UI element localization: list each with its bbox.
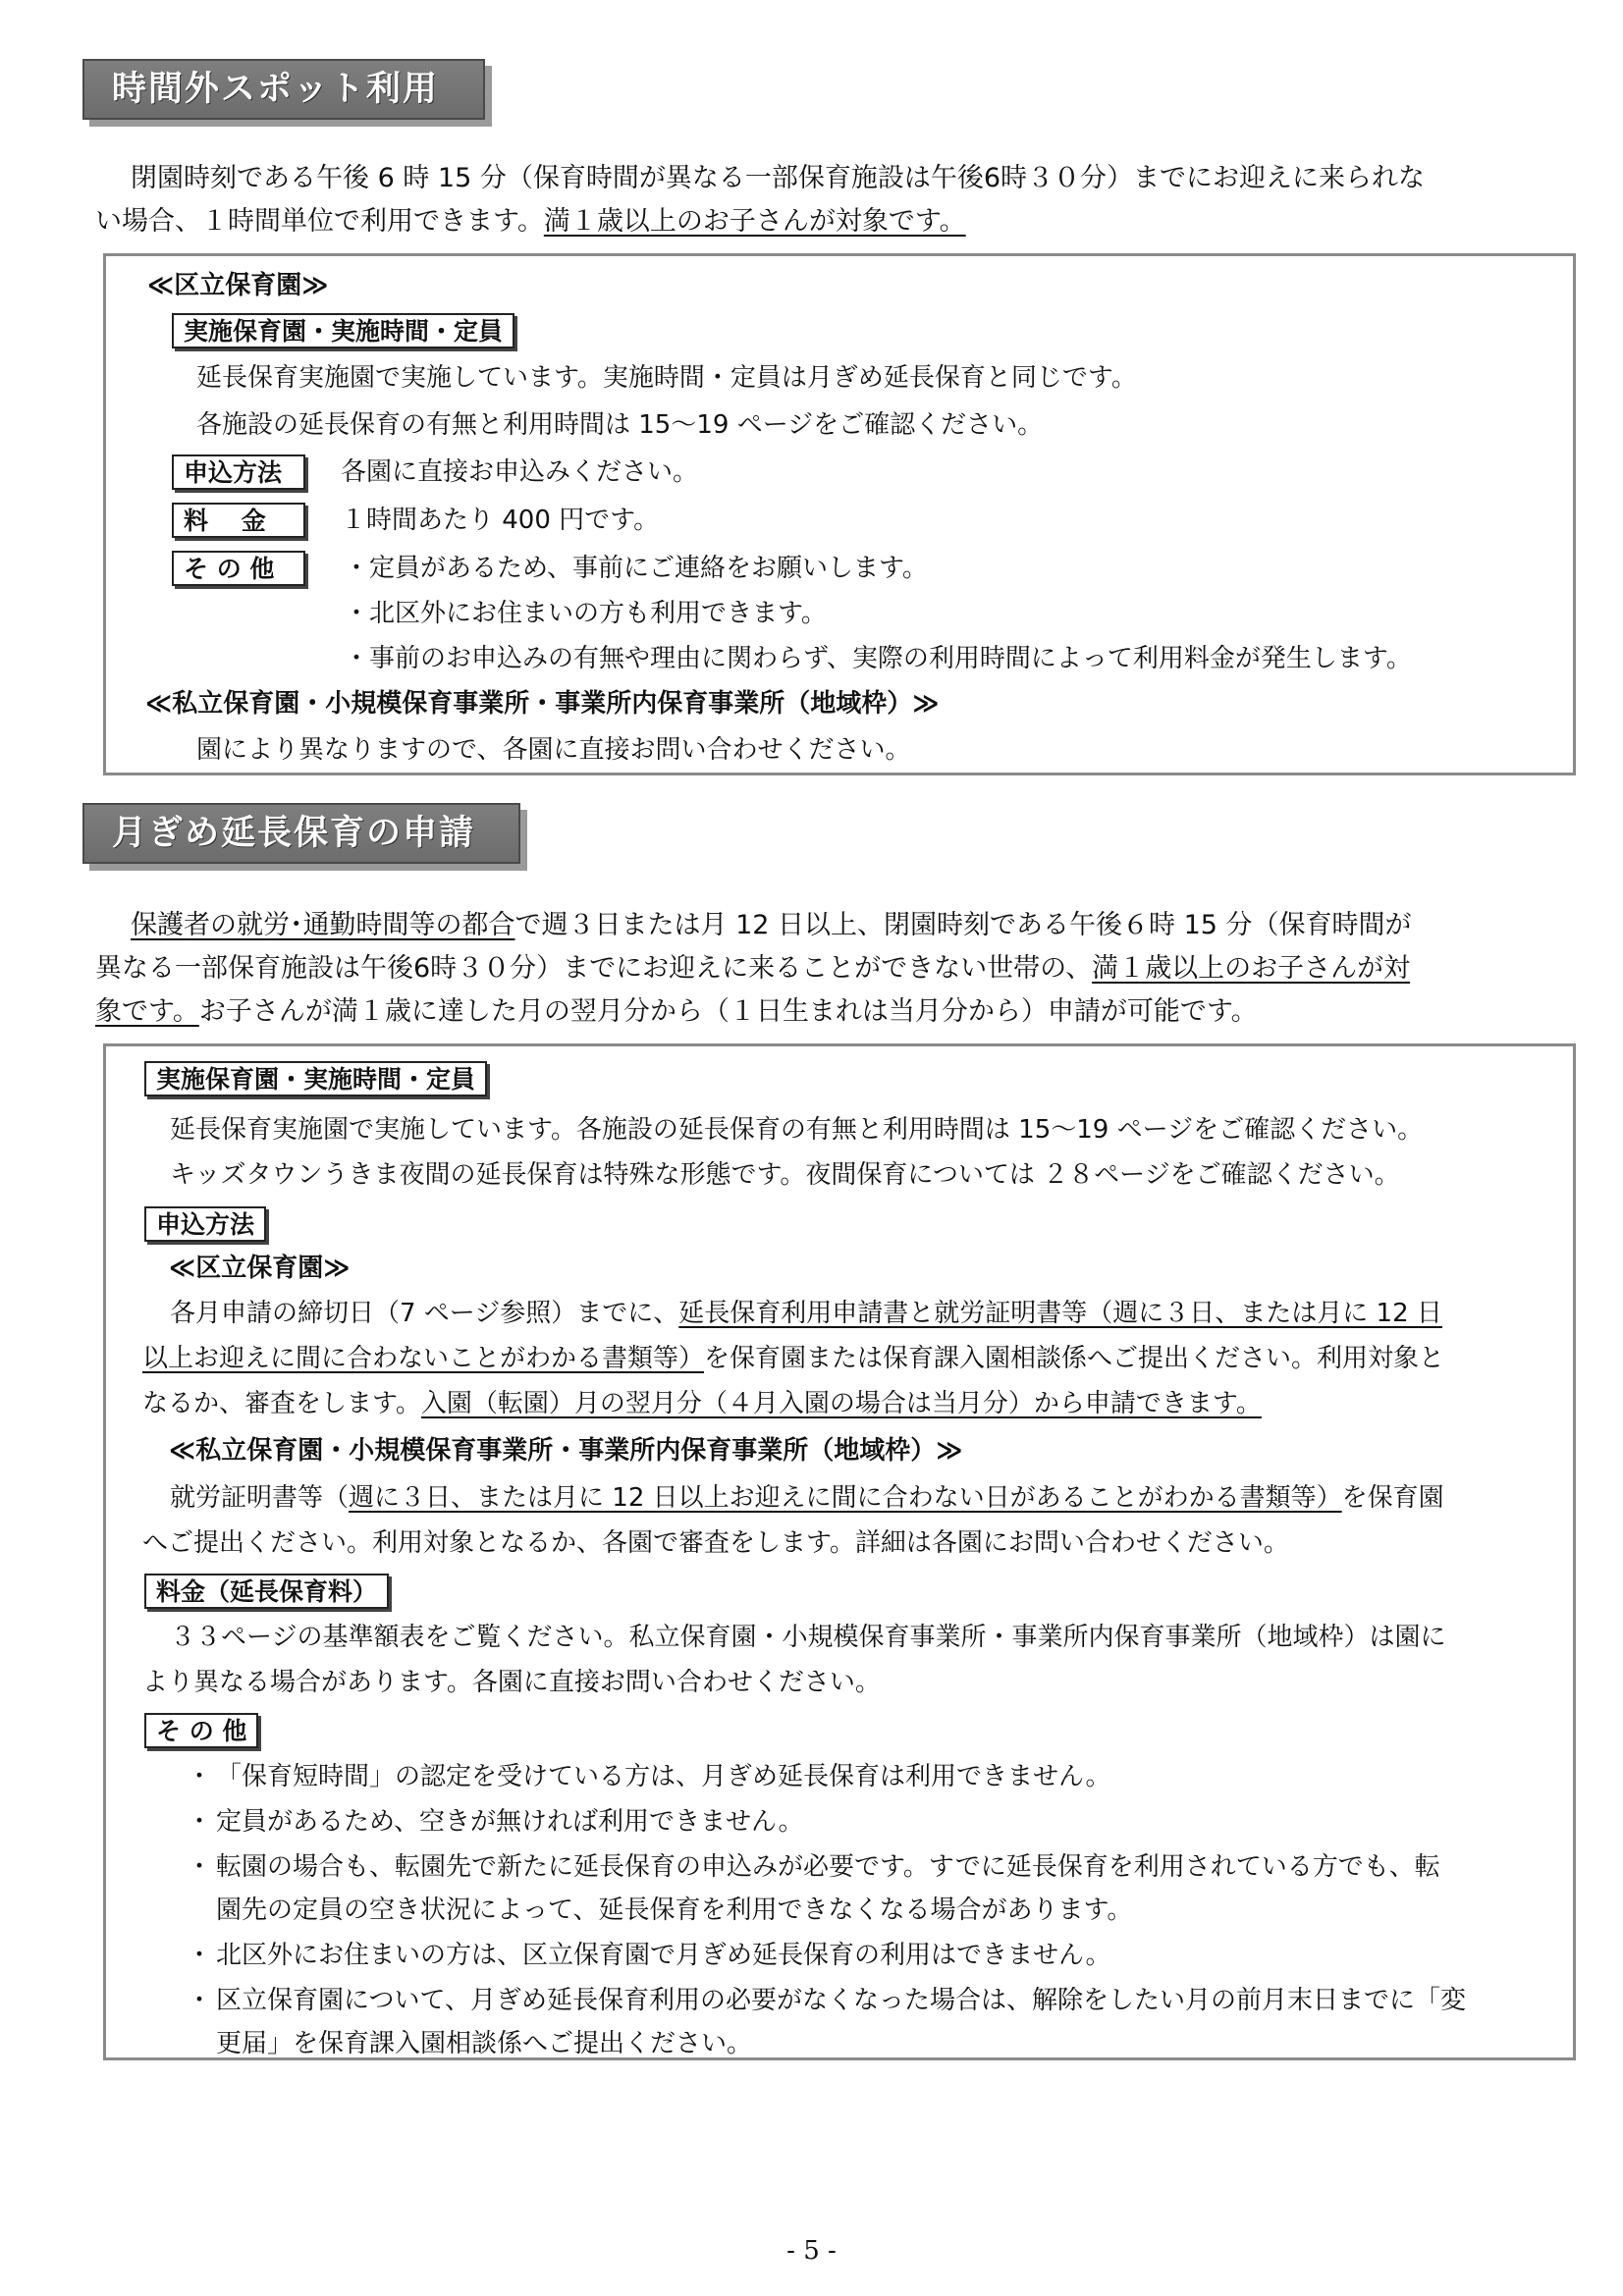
section-heading-monthly-extension: 月ぎめ延長保育の申請 [82,803,520,864]
intro-line [95,904,1568,947]
private-nursery-heading: ≪私立保育園・小規模保育事業所・事業所内保育事業所（地域枠）≫ [169,1436,963,1466]
application-start-note: 入園（転園）月の翌月分（４月入園の場合は当月分）から申請できます。 [420,1389,1262,1418]
fee-text: ３３ページの基準額表をご覧ください。私立保育園・小規模保育事業所・事業所内保育事業所（地域枠）は園に [170,1623,1446,1652]
other-note: ・北区外にお住まいの方も利用できます。 [344,599,827,628]
facility-text: 延長保育実施園で実施しています。実施時間・定員は月ぎめ延長保育と同じです。 [196,363,1137,393]
ward-nursery-heading: ≪区立保育園≫ [169,1254,351,1283]
private-nursery-heading: ≪私立保育園・小規模保育事業所・事業所内保育事業所（地域枠）≫ [145,689,940,719]
facility-text: 延長保育実施園で実施しています。各施設の延長保育の有無と利用時間は 15～19 ページをご確認ください。 [170,1115,1424,1145]
private-application-text [170,1478,1444,1518]
eligibility-note: 満１歳以上のお子さんが対象です。 [543,206,966,237]
other-note: 「保育短時間」の認定を受けている方は、月ぎめ延長保育は利用できません。 [216,1762,1111,1791]
section2-intro [95,904,1568,1034]
intro-text: で週３日または月 12 日以上、閉園時刻である午後６時 15 分（保育時間が [514,910,1412,940]
facility-text: 各施設の延長保育の有無と利用時間は 15～19 ページをご確認ください。 [196,410,1044,440]
other-note: ・定員があるため、事前にご連絡をお願いします。 [344,554,928,583]
other-note: 転園の場合も、転園先で新たに延長保育の申込みが必要です。すでに延長保育を利用されている方でも、転 [216,1852,1440,1882]
label-other: そ の 他 [172,551,305,586]
other-note: 更届」を保育課入園相談係へご提出ください。 [216,2029,753,2058]
private-application-text: へご提出ください。利用対象となるか、各園で審査をします。詳細は各園にお問い合わせください。 [142,1528,1289,1558]
bullet-icon: ・ [187,1762,213,1791]
eligibility-note: 象です。 [95,996,199,1027]
label-extension-fee: 料金（延長保育料） [144,1574,389,1609]
text-span: を保育園または保育課入園相談係へご提出ください。利用対象と [704,1344,1445,1373]
eligibility-note: 満１歳以上のお子さんが対 [1092,953,1411,984]
section-heading-spot-use: 時間外スポット利用 [82,59,485,120]
intro-line [95,200,1568,243]
ward-nursery-heading: ≪区立保育園≫ [147,271,329,300]
intro-text: い場合、１時間単位で利用できます。 [95,206,544,237]
fee-text: １時間あたり 400 円です。 [341,506,660,535]
facility-text: キッズタウンうきま夜間の延長保育は特殊な形態です。夜間保育については ２８ページをご確認ください。 [170,1160,1400,1190]
required-documents-note: 延長保育利用申請書と就労証明書等（週に３日、または月に 12 日 [678,1299,1442,1328]
text-span: 就労証明書等（ [170,1483,350,1513]
bullet-icon: ・ [187,1986,213,2015]
other-note: ・事前のお申込みの有無や理由に関わらず、実際の利用時間によって利用料金が発生します。 [344,644,1412,673]
label-other: そ の 他 [144,1713,258,1748]
label-facility-hours-capacity: 実施保育園・実施時間・定員 [144,1061,487,1096]
other-note: 定員があるため、空きが無ければ利用できません。 [216,1807,804,1837]
text-span: 各月申請の締切日（7 ページ参照）までに、 [170,1299,679,1328]
intro-text: 異なる一部保育施設は午後6時３０分）までにお迎えに来ることができない世帯の、 [95,953,1093,984]
label-fee: 料 金 [172,503,305,538]
ward-application-text [142,1339,1444,1378]
other-note: 園先の定員の空き状況によって、延長保育を利用できなくなる場合があります。 [216,1896,1133,1925]
other-note: 北区外にお住まいの方は、区立保育園で月ぎめ延長保育の利用はできません。 [216,1941,1111,1970]
fee-text: より異なる場合があります。各園に直接お問い合わせください。 [142,1668,881,1697]
required-documents-note: 週に３日、または月に 12 日以上お迎えに間に合わない日があることがわかる書類等） [349,1483,1342,1513]
intro-line [95,947,1568,990]
label-application-method: 申込方法 [144,1206,266,1242]
private-nursery-text: 園により異なりますので、各園に直接お問い合わせください。 [196,735,911,765]
text-span: なるか、審査をします。 [142,1389,421,1418]
bullet-icon: ・ [187,1941,213,1970]
bullet-icon: ・ [187,1807,213,1837]
required-documents-note: 以上お迎えに間に合わないことがわかる書類等） [142,1344,705,1373]
ward-application-text [142,1384,1262,1423]
section1-intro [95,157,1568,243]
text-span: を保育園 [1341,1483,1444,1513]
intro-line: 閉園時刻である午後 6 時 15 分（保育時間が異なる一部保育施設は午後6時３０分）までにお迎えに来られな [131,163,1426,193]
page-number: - 5 - [786,2236,837,2266]
other-note: 区立保育園について、月ぎめ延長保育利用の必要がなくなった場合は、解除をしたい月の前月末日までに「変 [216,1986,1466,2015]
ward-application-text [170,1294,1442,1333]
work-commute-note: 保護者の就労･通勤時間等の都合 [131,910,515,940]
intro-text: お子さんが満１歳に達した月の翌月分から（１日生まれは当月分から）申請が可能です。 [198,996,1258,1027]
bullet-icon: ・ [187,1852,213,1882]
label-facility-hours-capacity: 実施保育園・実施時間・定員 [172,313,514,348]
intro-line [95,990,1568,1034]
label-application-method: 申込方法 [172,454,305,490]
application-text: 各園に直接お申込みください。 [341,457,699,487]
